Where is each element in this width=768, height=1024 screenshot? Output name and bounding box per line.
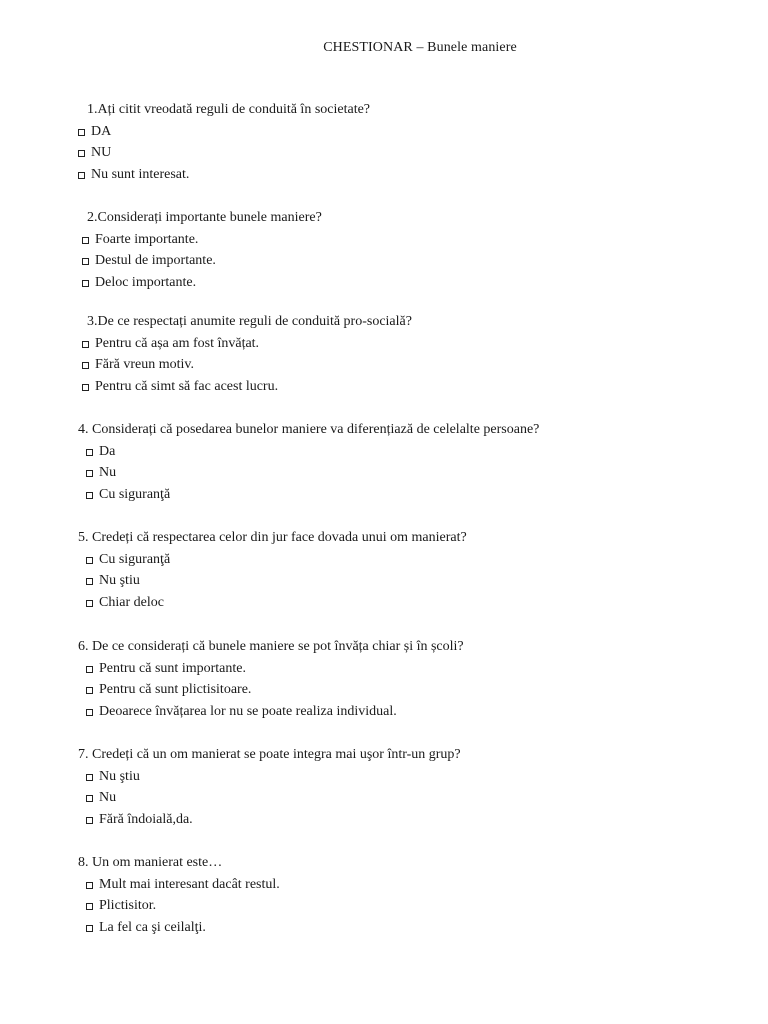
question-6-option-3[interactable]: Deoarece învățarea lor nu se poate realiza individual.	[78, 701, 464, 723]
question-1-option-3[interactable]: Nu sunt interesat.	[78, 164, 370, 186]
question-7-option-3[interactable]: Fără îndoială,da.	[78, 809, 461, 831]
question-1	[78, 99, 370, 186]
question-3-option-1[interactable]: Pentru că așa am fost învățat.	[78, 333, 412, 355]
checkbox-icon[interactable]	[78, 172, 85, 179]
question-8-option-1[interactable]: Mult mai interesant dacât restul.	[78, 874, 280, 896]
checkbox-icon[interactable]	[86, 492, 93, 499]
question-6	[78, 636, 464, 723]
checkbox-icon[interactable]	[82, 280, 89, 287]
question-6-option-2[interactable]: Pentru că sunt plictisitoare.	[78, 679, 464, 701]
checkbox-icon[interactable]	[78, 129, 85, 136]
question-5	[78, 527, 467, 614]
checkbox-icon[interactable]	[86, 925, 93, 932]
question-3	[78, 311, 412, 398]
question-3-option-2[interactable]: Fără vreun motiv.	[78, 354, 412, 376]
question-6-text: 6. De ce considerați că bunele maniere se pot învăța chiar și în școli?	[78, 639, 464, 654]
question-8	[78, 852, 280, 939]
checkbox-icon[interactable]	[86, 882, 93, 889]
question-7-option-1[interactable]: Nu ştiu	[78, 766, 461, 788]
question-4-option-3[interactable]: Cu siguranţă	[78, 484, 539, 506]
question-2-option-3[interactable]: Deloc importante.	[78, 272, 322, 294]
question-8-text: 8. Un om manierat este…	[78, 855, 223, 870]
checkbox-icon[interactable]	[82, 237, 89, 244]
question-6-option-1[interactable]: Pentru că sunt importante.	[78, 658, 464, 680]
question-2-option-1[interactable]: Foarte importante.	[78, 229, 322, 251]
question-8-option-3[interactable]: La fel ca şi ceilalţi.	[78, 917, 280, 939]
question-4	[78, 419, 539, 506]
question-2-option-2[interactable]: Destul de importante.	[78, 250, 322, 272]
question-1-option-1[interactable]: DA	[78, 121, 370, 143]
question-1-text: 1.Ați citit vreodată reguli de conduită în societate?	[87, 102, 371, 117]
question-4-option-2[interactable]: Nu	[78, 462, 539, 484]
checkbox-icon[interactable]	[82, 362, 89, 369]
question-3-option-3[interactable]: Pentru că simt să fac acest lucru.	[78, 376, 412, 398]
question-3-text: 3.De ce respectați anumite reguli de conduită pro-socială?	[87, 314, 412, 329]
question-2	[78, 207, 322, 294]
checkbox-icon[interactable]	[82, 341, 89, 348]
question-5-option-3[interactable]: Chiar deloc	[78, 592, 467, 614]
question-7	[78, 744, 461, 831]
question-5-option-2[interactable]: Nu ştiu	[78, 570, 467, 592]
question-7-text: 7. Credeți că un om manierat se poate integra mai uşor într-un grup?	[78, 747, 461, 762]
checkbox-icon[interactable]	[86, 687, 93, 694]
checkbox-icon[interactable]	[82, 258, 89, 265]
checkbox-icon[interactable]	[86, 817, 93, 824]
checkbox-icon[interactable]	[86, 709, 93, 716]
question-5-text: 5. Credeți că respectarea celor din jur face dovada unui om manierat?	[78, 530, 467, 545]
checkbox-icon[interactable]	[78, 150, 85, 157]
checkbox-icon[interactable]	[86, 903, 93, 910]
checkbox-icon[interactable]	[82, 384, 89, 391]
checkbox-icon[interactable]	[86, 600, 93, 607]
question-5-option-1[interactable]: Cu siguranţă	[78, 549, 467, 571]
checkbox-icon[interactable]	[86, 557, 93, 564]
question-8-option-2[interactable]: Plictisitor.	[78, 895, 280, 917]
checkbox-icon[interactable]	[86, 449, 93, 456]
question-4-option-1[interactable]: Da	[78, 441, 539, 463]
checkbox-icon[interactable]	[86, 470, 93, 477]
checkbox-icon[interactable]	[86, 578, 93, 585]
question-2-text: 2.Considerați importante bunele maniere?	[87, 210, 322, 225]
checkbox-icon[interactable]	[86, 774, 93, 781]
page-title: CHESTIONAR – Bunele maniere	[323, 40, 517, 55]
checkbox-icon[interactable]	[86, 666, 93, 673]
checkbox-icon[interactable]	[86, 795, 93, 802]
question-7-option-2[interactable]: Nu	[78, 787, 461, 809]
question-1-option-2[interactable]: NU	[78, 142, 370, 164]
question-4-text: 4. Considerați că posedarea bunelor maniere va diferențiază de celelalte persoane?	[78, 422, 540, 437]
